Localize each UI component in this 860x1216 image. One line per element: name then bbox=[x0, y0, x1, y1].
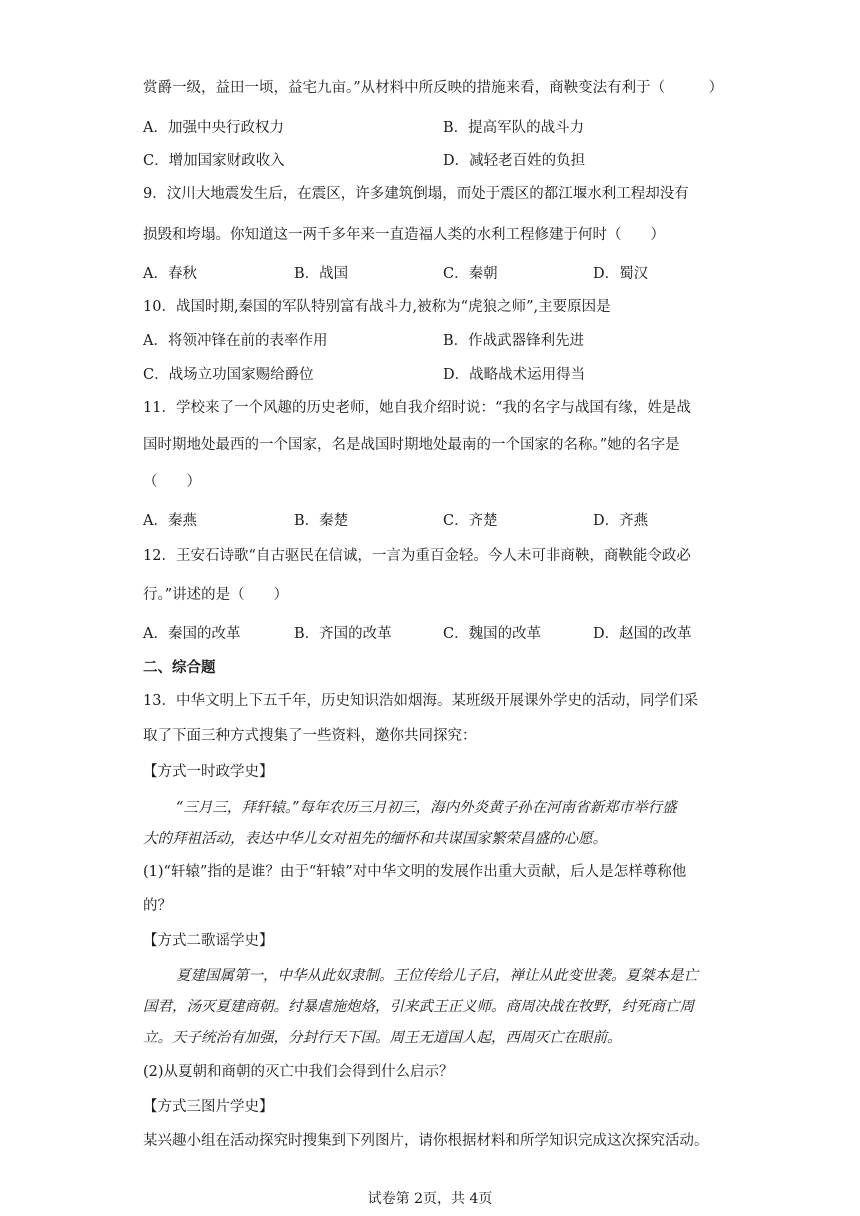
q11-option-d[interactable]: D．齐燕 bbox=[593, 513, 649, 529]
material1-line1: “三月三，拜轩辕。”每年农历三月初三，海内外炎黄子孙在河南省新郑市举行盛 bbox=[176, 800, 677, 816]
q11-stem-line1: 11．学校来了一个风趣的历史老师，她自我介绍时说：“我的名字与战国有缘，姓是战 bbox=[143, 400, 691, 416]
way3-heading: 【方式三图片学史】 bbox=[143, 1099, 274, 1115]
q8-option-c[interactable]: C．增加国家财政收入 bbox=[143, 153, 285, 169]
q8-option-d[interactable]: D．减轻老百姓的负担 bbox=[443, 153, 586, 169]
q9-stem-line1: 9．汶川大地震发生后，在震区，许多建筑倒塌，而处于震区的都江堰水利工程却没有 bbox=[143, 186, 689, 202]
q9-stem-line2: 损毁和垮塌。你知道这一两千多年来一直造福人类的水利工程修建于何时（ ） bbox=[143, 227, 665, 243]
q11-option-c[interactable]: C．齐楚 bbox=[443, 513, 498, 529]
q12-option-c[interactable]: C．魏国的改革 bbox=[443, 626, 542, 642]
q12-option-d[interactable]: D．赵国的改革 bbox=[593, 626, 692, 642]
q10-option-c[interactable]: C．战场立功国家赐给爵位 bbox=[143, 367, 314, 383]
material2-line2: 国君，汤灭夏建商朝。纣暴虐施炮烙，引来武王正义师。商周决战在牧野，纣死商亡周 bbox=[143, 999, 694, 1015]
q9-option-c[interactable]: C．秦朝 bbox=[443, 266, 498, 282]
q12-stem-line1: 12．王安石诗歌“自古驱民在信诚，一言为重百金轻。今人未可非商鞅，商鞅能令政必 bbox=[143, 548, 691, 564]
section-heading: 二、综合题 bbox=[143, 659, 216, 676]
material2-line1: 夏建国属第一，中华从此奴隶制。王位传给儿子启，禅让从此变世袭。夏桀本是亡 bbox=[176, 968, 698, 984]
q8-option-a[interactable]: A．加强中央行政权力 bbox=[143, 120, 284, 136]
q8-stem-tail: 赏爵一级，益田一顷，益宅九亩。”从材料中所反映的措施来看，商鞅变法有利于（ ） bbox=[143, 80, 724, 96]
q9-option-b[interactable]: B．战国 bbox=[294, 266, 349, 282]
material3-line1: 某兴趣小组在活动探究时搜集到下列图片，请你根据材料和所学知识完成这次探究活动。 bbox=[143, 1133, 709, 1149]
question2: (2)从夏朝和商朝的灭亡中我们会得到什么启示？ bbox=[143, 1064, 454, 1080]
material2-line3: 立。天子统治有加强，分封行天下国。周王无道国人起，西周灭亡在眼前。 bbox=[143, 1030, 622, 1046]
q10-option-d[interactable]: D．战略战术运用得当 bbox=[443, 367, 586, 383]
q10-stem: 10．战国时期,秦国的军队特别富有战斗力,被称为“虎狼之师”,主要原因是 bbox=[143, 299, 611, 315]
question1-line2: 的？ bbox=[143, 898, 172, 914]
page-footer: 试卷第 2页，共 4页 bbox=[367, 1191, 493, 1207]
q11-stem-line3: （ ） bbox=[143, 474, 201, 490]
q13-stem-line1: 13．中华文明上下五千年，历史知识浩如烟海。某班级开展课外学史的活动，同学们采 bbox=[143, 693, 698, 709]
q12-option-b[interactable]: B．齐国的改革 bbox=[294, 626, 392, 642]
question1-line1: (1)“轩辕”指的是谁？由于“轩辕”对中华文明的发展作出重大贡献，后人是怎样尊称他 bbox=[143, 864, 687, 880]
q12-stem-line2: 行。”讲述的是（ ） bbox=[143, 587, 289, 603]
q11-stem-line2: 国时期地处最西的一个国家，名是战国时期地处最南的一个国家的名称。”她的名字是 bbox=[143, 437, 680, 453]
q11-option-a[interactable]: A．秦燕 bbox=[143, 513, 197, 529]
q8-option-b[interactable]: B．提高军队的战斗力 bbox=[443, 120, 585, 136]
q10-option-a[interactable]: A．将领冲锋在前的表率作用 bbox=[143, 333, 328, 349]
q11-option-b[interactable]: B．秦楚 bbox=[294, 513, 349, 529]
q9-option-d[interactable]: D．蜀汉 bbox=[593, 266, 649, 282]
material1-line2: 大的拜祖活动，表达中华儿女对祖先的缅怀和共谋国家繁荣昌盛的心愿。 bbox=[143, 831, 607, 847]
q12-option-a[interactable]: A．秦国的改革 bbox=[143, 626, 241, 642]
way1-heading: 【方式一时政学史】 bbox=[143, 764, 274, 780]
q13-stem-line2: 取了下面三种方式搜集了一些资料，邀你共同探究： bbox=[143, 728, 477, 744]
q9-option-a[interactable]: A．春秋 bbox=[143, 266, 197, 282]
q10-option-b[interactable]: B．作战武器锋利先进 bbox=[443, 333, 585, 349]
way2-heading: 【方式二歌谣学史】 bbox=[143, 933, 274, 949]
